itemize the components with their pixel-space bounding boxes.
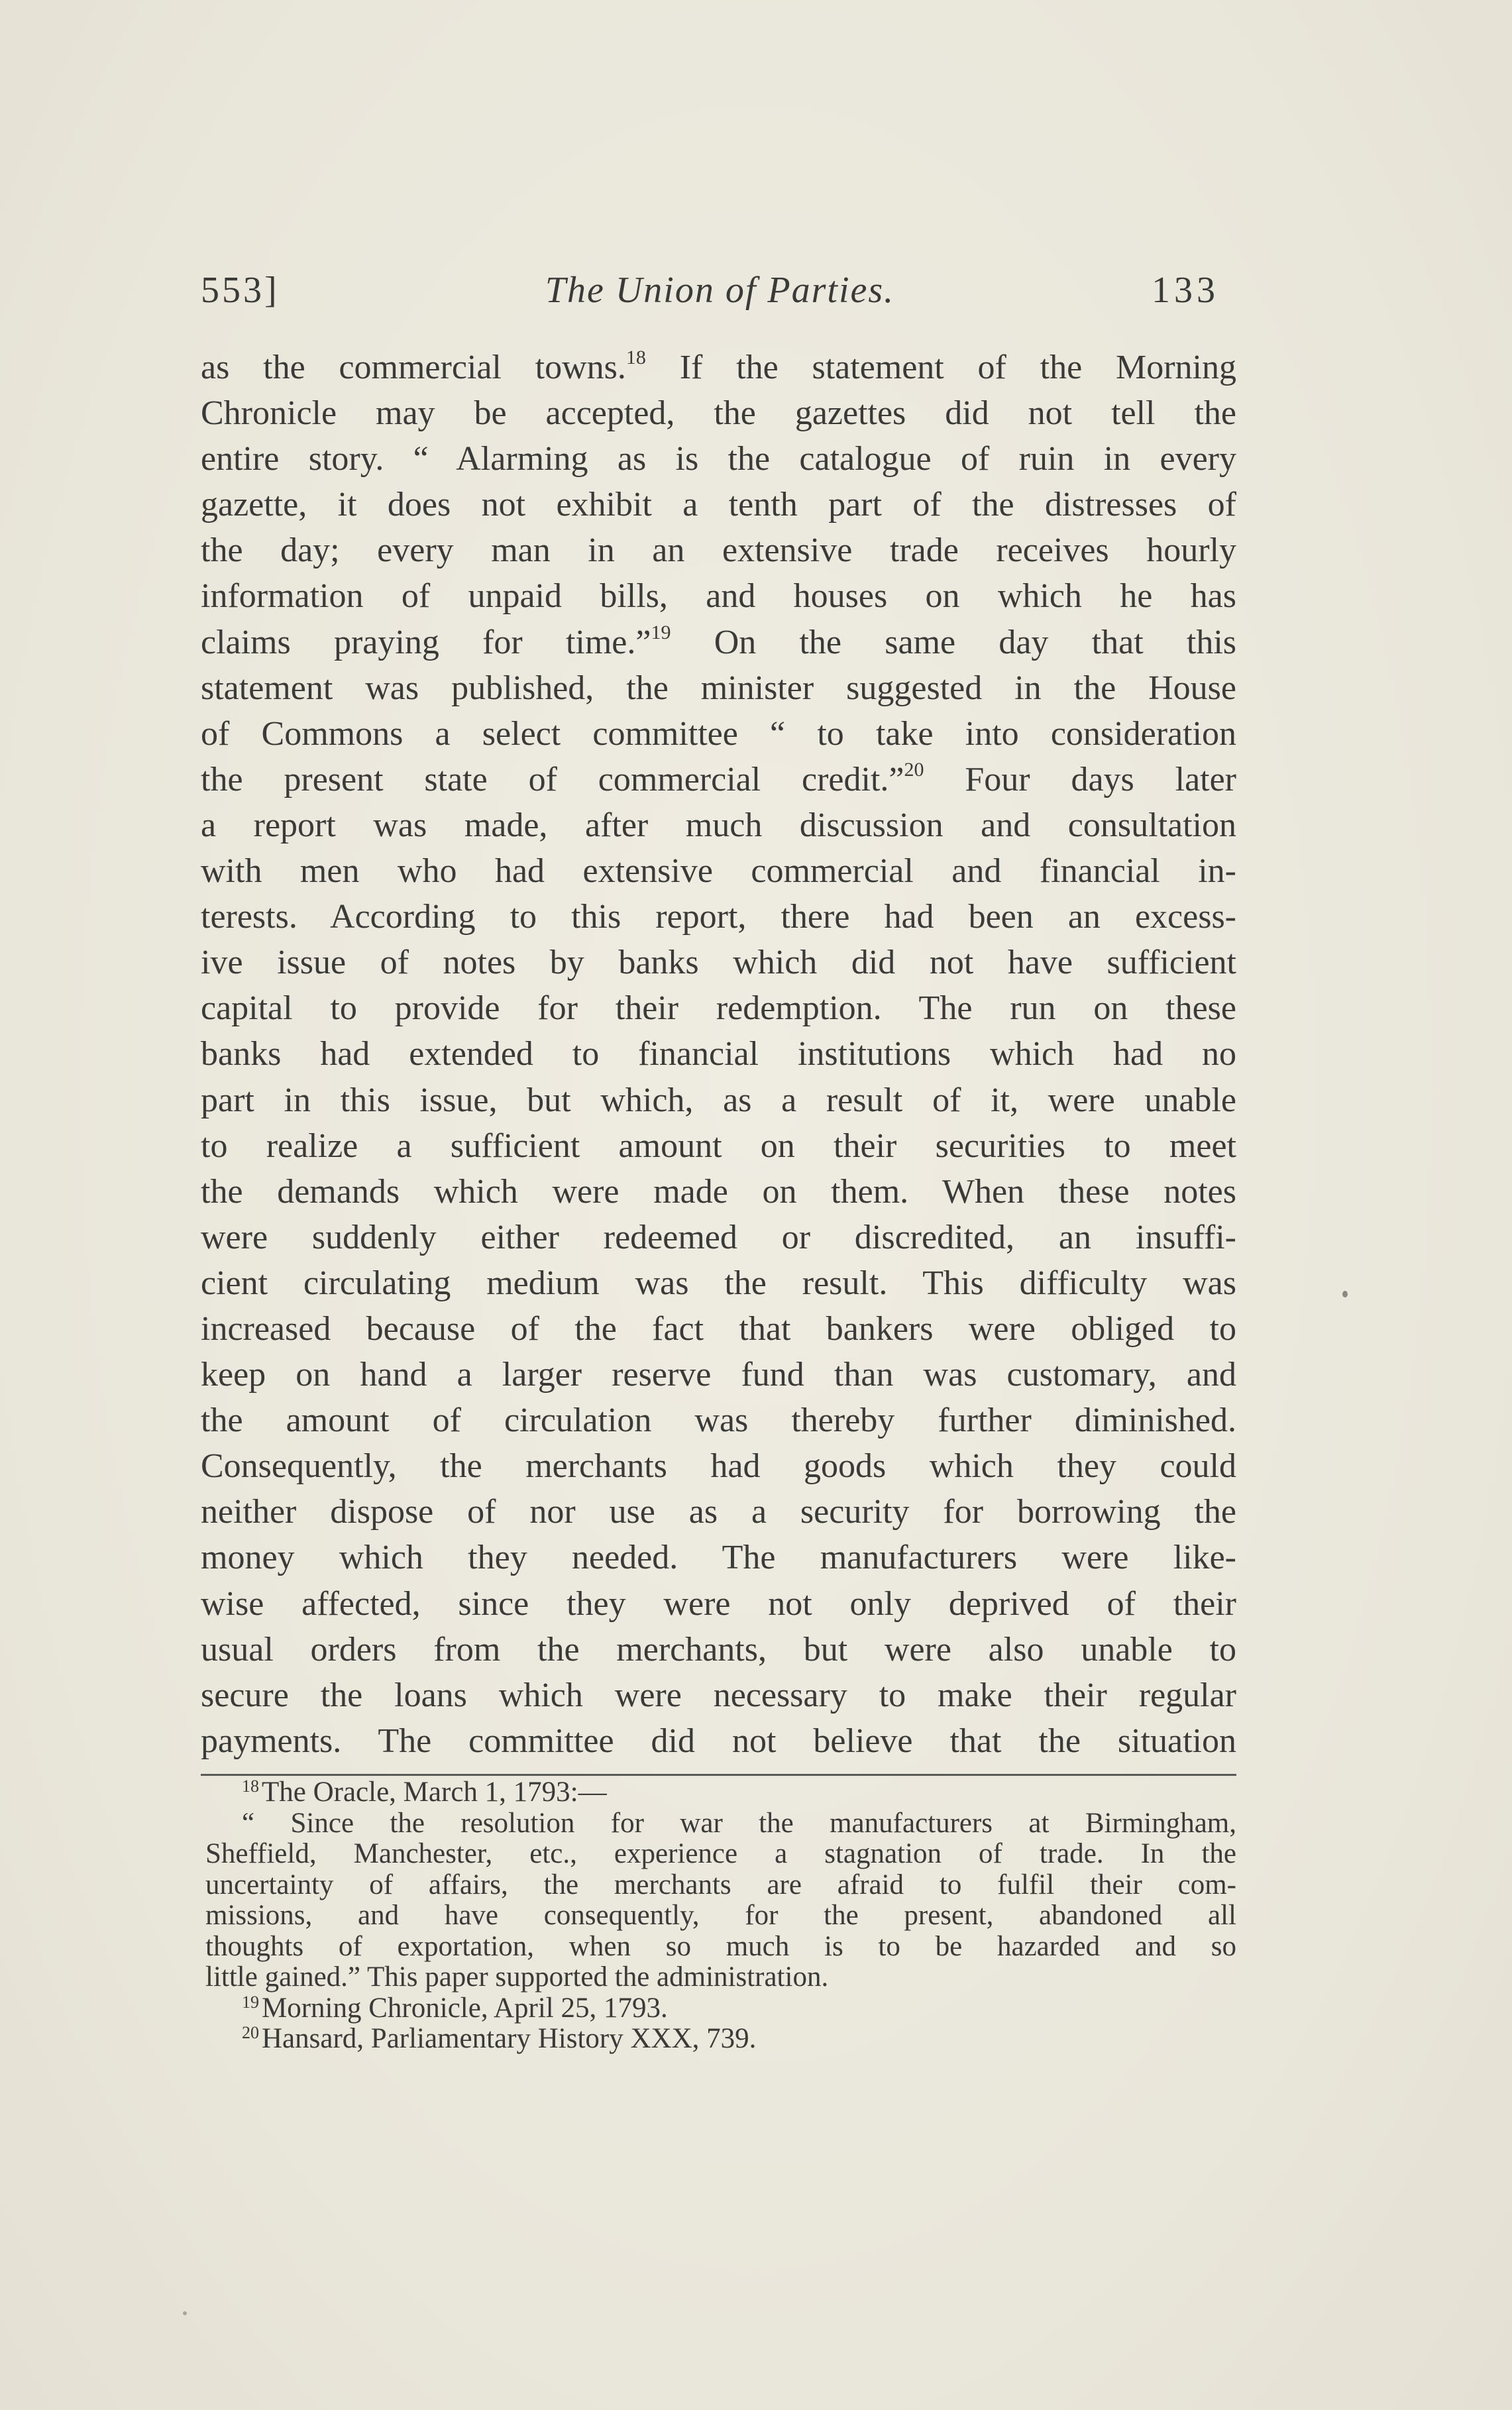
body-line [201, 757, 1236, 802]
footnote-number: 19 [242, 1992, 259, 2012]
footnote-18 [205, 1777, 1236, 1808]
body-line [201, 390, 1236, 436]
footnote-number: 18 [242, 1777, 259, 1796]
footnote-reference: 19 [651, 621, 671, 643]
body-line-text: Four days later [924, 760, 1236, 798]
body-paragraph [201, 345, 1236, 1764]
body-line [201, 345, 1236, 390]
body-line-text: banks had extended to financial institutions which had no [201, 1035, 1236, 1073]
body-line-text: If the statement of the Morning [645, 349, 1236, 386]
running-head [201, 257, 1219, 323]
body-line-text: terests. According to this report, there had been an excess- [201, 898, 1236, 936]
body-line-text: keep on hand a larger reserve fund than was customary, and [201, 1356, 1236, 1394]
body-line [201, 1260, 1236, 1306]
body-line [201, 1443, 1236, 1489]
body-line [201, 711, 1236, 757]
body-line [201, 1169, 1236, 1215]
body-line-text: statement was published, the minister suggested in the House [201, 669, 1236, 707]
body-line [201, 1352, 1236, 1397]
body-line-text: neither dispose of nor use as a security for borrowing the [201, 1493, 1236, 1531]
body-line [201, 1306, 1236, 1352]
body-line-text: capital to provide for their redemption. The run on these [201, 989, 1236, 1028]
body-line-text: Consequently, the merchants had goods which they could [201, 1447, 1236, 1486]
footnote-citation: The Oracle, March 1, 1793:— [262, 1777, 607, 1808]
footnote-reference: 20 [904, 758, 924, 781]
body-line-text: usual orders from the merchants, but were also unable to [201, 1630, 1236, 1669]
body-line-text: ive issue of notes by banks which did not have sufficient [201, 944, 1236, 982]
body-line-text: gazette, it does not exhibit a tenth part of the distresses of [201, 486, 1236, 524]
body-line-text: entire story. “ Alarming as is the catalogue of ruin in every [201, 440, 1236, 478]
body-line [201, 1031, 1236, 1077]
body-line [201, 527, 1236, 573]
running-head-title: The Union of Parties. [545, 270, 895, 311]
body-line [201, 1672, 1236, 1718]
body-line-text: to realize a sufficient amount on their securities to meet [201, 1126, 1236, 1165]
body-line [201, 848, 1236, 894]
body-line-text: payments. The committee did not believe that the situation [201, 1722, 1236, 1760]
paper-speck [1342, 1291, 1348, 1297]
body-line-text: a report was made, after much discussion and consultation [201, 806, 1236, 844]
running-head-page-ref: 553] [201, 270, 280, 311]
body-line [201, 1489, 1236, 1535]
footnotes [205, 1777, 1236, 2055]
footnote-quote-line: thoughts of exportation, when so much is to be hazarded and so [205, 1930, 1236, 1962]
body-line [201, 894, 1236, 940]
body-line [201, 1581, 1236, 1627]
page-number: 133 [1152, 270, 1219, 311]
footnote-quote-line: Sheffield, Manchester, etc., experience a stagnation of trade. In the [205, 1838, 1236, 1869]
footnote-number: 20 [242, 2023, 259, 2042]
body-line-text: the demands which were made on them. When these notes [201, 1172, 1236, 1211]
body-line-text: information of unpaid bills, and houses on which he has [201, 577, 1236, 616]
body-line [201, 985, 1236, 1031]
body-line-text: with men who had extensive commercial and financial in- [201, 852, 1236, 891]
body-line-text: Chronicle may be accepted, the gazettes did not tell the [201, 394, 1236, 433]
body-line [201, 1215, 1236, 1260]
body-line-text: the present state of commercial credit.” [201, 760, 904, 798]
body-line-text: were suddenly either redeemed or discredited, an insuffi- [201, 1218, 1236, 1256]
body-line-text: money which they needed. The manufacturers were like- [201, 1539, 1236, 1577]
body-line [201, 1123, 1236, 1169]
body-line-text: part in this issue, but which, as a result of it, were unable [201, 1081, 1236, 1119]
body-line [201, 436, 1236, 482]
footnote-reference: 18 [625, 347, 646, 368]
body-line-text: increased because of the fact that bankers were obliged to [201, 1309, 1236, 1348]
body-line-text: On the same day that this [671, 623, 1237, 661]
body-line-text: wise affected, since they were not only deprived of their [201, 1584, 1236, 1623]
footnote-quote-line: “ Since the resolution for war the manufacturers at Birmingham, [242, 1807, 1236, 1839]
body-line [201, 1627, 1236, 1672]
body-line-text: claims praying for time.” [201, 623, 651, 661]
body-line [201, 573, 1236, 619]
footnote-20 [205, 2024, 1236, 2055]
body-line [201, 620, 1236, 665]
body-line-text: the day; every man in an extensive trade receives hourly [201, 531, 1236, 570]
footnote-quote-line: uncertainty of affairs, the merchants are afraid to fulfil their com- [205, 1869, 1236, 1900]
footnote-quote-line: little gained.” This paper supported the administration. [205, 1961, 829, 1993]
body-line [201, 802, 1236, 848]
footnote-quote-line: missions, and have consequently, for the present, abandoned all [205, 1900, 1236, 1931]
footnote-citation: Hansard, Parliamentary History XXX, 739. [262, 2023, 757, 2054]
body-line [201, 665, 1236, 711]
footnote-rule [201, 1774, 1236, 1776]
footnote-citation: Morning Chronicle, April 25, 1793. [262, 1992, 668, 2024]
body-line [201, 1535, 1236, 1580]
paper-speck [183, 2311, 187, 2315]
body-line [201, 1718, 1236, 1764]
body-line-text: cient circulating medium was the result. This difficulty was [201, 1264, 1236, 1302]
body-line [201, 1077, 1236, 1123]
body-line-text: secure the loans which were necessary to make their regular [201, 1676, 1236, 1714]
body-line-text: of Commons a select committee “ to take into consideration [201, 714, 1236, 753]
body-line [201, 482, 1236, 527]
body-line [201, 940, 1236, 985]
body-line [201, 1397, 1236, 1443]
footnote-19 [205, 1993, 1236, 2024]
body-line-text: as the commercial towns. [201, 349, 626, 386]
body-line-text: the amount of circulation was thereby further diminished. [201, 1401, 1236, 1440]
